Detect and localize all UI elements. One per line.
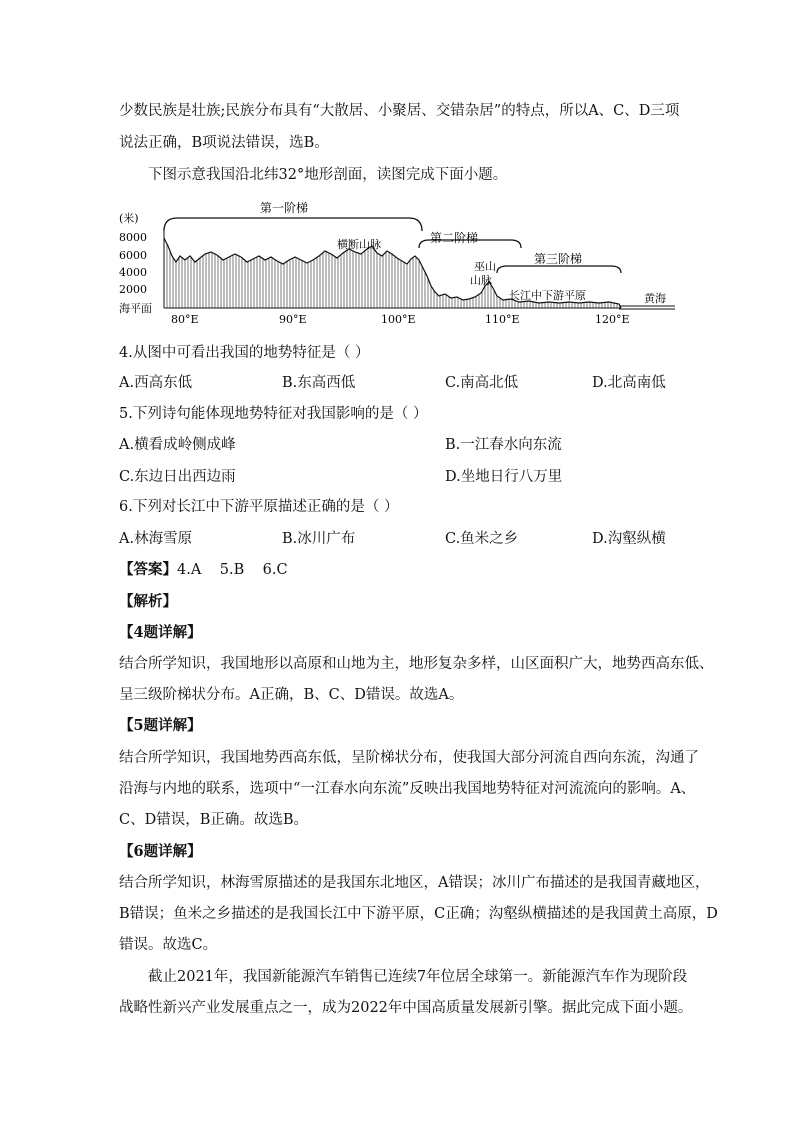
step1-bracket xyxy=(164,218,422,231)
paragraph-line: 少数民族是壮族;民族分布具有“大散居、小聚居、交错杂居”的特点，所以A、C、D三项 xyxy=(119,103,680,119)
detail-line: 结合所学知识，我国地形以高原和山地为主，地形复杂多样，山区面积广大，地势西高东低、 xyxy=(119,656,714,672)
detail-line: C、D错误，B正确。故选B。 xyxy=(119,812,309,828)
answer-label: 【答案】 xyxy=(119,561,177,578)
x-tick-label: 90°E xyxy=(279,313,307,326)
detail-line: 结合所学知识，我国地势西高东低，呈阶梯状分布，使我国大部分河流自西向东流，沟通了 xyxy=(119,750,699,766)
option: A.西高东低 xyxy=(119,375,193,391)
figure-intro: 下图示意我国沿北纬32°地形剖面，读图完成下面小题。 xyxy=(148,167,508,183)
question-stem: 4.从图中可看出我国的地势特征是（ ） xyxy=(119,345,370,361)
hengduan-label: 横断山脉 xyxy=(337,238,381,251)
y-tick-label: 4000 xyxy=(119,266,147,279)
detail-line: B错误；鱼米之乡描述的是我国长江中下游平原，C正确；沟壑纵横描述的是我国黄土高原，D xyxy=(119,906,718,922)
answer-text: 4.A 5.B 6.C xyxy=(177,562,288,578)
x-tick-label: 120°E xyxy=(595,313,630,326)
detail-title: 【5题详解】 xyxy=(119,717,202,734)
paragraph-line: 截止2021年，我国新能源汽车销售已连续7年位居全球第一。新能源汽车作为现阶段 xyxy=(148,969,688,985)
x-tick-label: 110°E xyxy=(485,313,520,326)
step3-bracket xyxy=(497,266,621,273)
option: C.南高北低 xyxy=(445,375,519,391)
option: B.东高西低 xyxy=(282,375,356,391)
y-tick-label: 8000 xyxy=(119,231,147,244)
option: D.坐地日行八万里 xyxy=(445,469,563,485)
option: C.东边日出西边雨 xyxy=(119,469,236,485)
wushan-label: 巫山 xyxy=(474,260,496,273)
detail-line: 错误。故选C。 xyxy=(119,937,218,953)
analysis-label: 【解析】 xyxy=(119,593,177,610)
x-tick-label: 80°E xyxy=(171,313,199,326)
detail-line: 沿海与内地的联系，选项中“一江春水向东流”反映出我国地势特征对河流流向的影响。A、 xyxy=(119,781,696,797)
plain-label: 长江中下游平原 xyxy=(509,289,586,302)
detail-title: 【4题详解】 xyxy=(119,624,202,641)
yellow-sea-label: 黄海 xyxy=(644,292,666,305)
option: C.鱼米之乡 xyxy=(445,531,519,547)
option: B.一江春水向东流 xyxy=(445,437,562,453)
option: D.北高南低 xyxy=(592,375,666,391)
option: B.冰川广布 xyxy=(282,531,356,547)
detail-line: 结合所学知识，林海雪原描述的是我国东北地区，A错误；冰川广布描述的是我国青藏地区， xyxy=(119,875,710,891)
paragraph-line: 战略性新兴产业发展重点之一，成为2022年中国高质量发展新引擎。据此完成下面小题。 xyxy=(119,1000,693,1016)
step3-label: 第三阶梯 xyxy=(534,252,583,266)
y-tick-label: 2000 xyxy=(119,283,147,296)
option: A.林海雪原 xyxy=(119,531,193,547)
step1-label: 第一阶梯 xyxy=(260,201,309,215)
question-stem: 6.下列对长江中下游平原描述正确的是（ ） xyxy=(119,499,399,515)
wushan-label: 山脉 xyxy=(470,274,492,287)
y-tick-label: 6000 xyxy=(119,249,147,262)
option: D.沟壑纵横 xyxy=(592,531,666,547)
detail-line: 呈三级阶梯状分布。A正确，B、C、D错误。故选A。 xyxy=(119,687,464,703)
question-stem: 5.下列诗句能体现地势特征对我国影响的是（ ） xyxy=(119,406,428,422)
sea-level-label: 海平面 xyxy=(119,302,152,315)
answer-line xyxy=(119,560,288,580)
detail-title: 【6题详解】 xyxy=(119,843,202,860)
terrain-profile-figure xyxy=(119,196,675,328)
step2-label: 第二阶梯 xyxy=(430,231,479,245)
paragraph-line: 说法正确，B项说法错误，选B。 xyxy=(119,135,329,151)
y-unit: (米) xyxy=(119,212,139,225)
x-tick-label: 100°E xyxy=(381,313,416,326)
option: A.横看成岭侧成峰 xyxy=(119,437,236,453)
